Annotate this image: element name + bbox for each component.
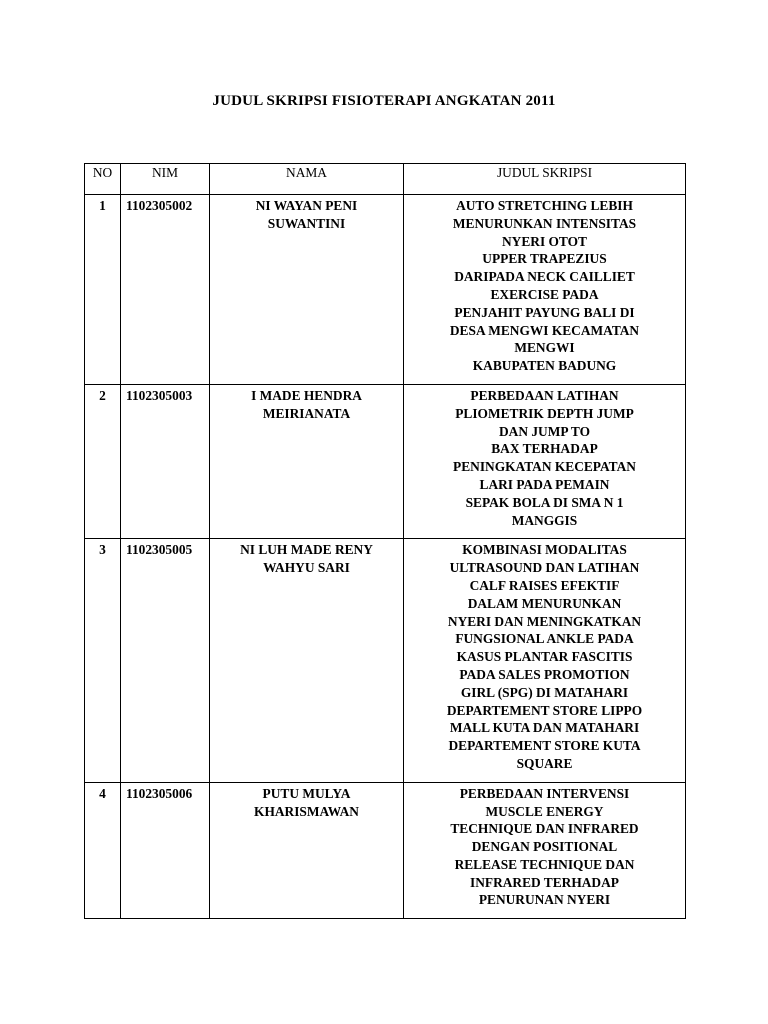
cell-nim: 1102305005 [121, 539, 210, 782]
header-no: NO [85, 164, 121, 195]
cell-no: 4 [85, 782, 121, 919]
cell-no: 1 [85, 195, 121, 385]
cell-nama: NI WAYAN PENI SUWANTINI [210, 195, 404, 385]
cell-nim: 1102305002 [121, 195, 210, 385]
table-row [85, 782, 686, 919]
cell-nama: NI LUH MADE RENY WAHYU SARI [210, 539, 404, 782]
table-row [85, 384, 686, 538]
header-judul: JUDUL SKRIPSI [404, 164, 686, 195]
cell-nama: PUTU MULYA KHARISMAWAN [210, 782, 404, 919]
thesis-table [84, 163, 686, 919]
cell-judul: AUTO STRETCHING LEBIH MENURUNKAN INTENSITAS NYERI OTOT UPPER TRAPEZIUS DARIPADA NECK CAILLIET EXERCISE PADA PENJAHIT PAYUNG BALI DI DESA MENGWI KECAMATAN MENGWI KABUPATEN BADUNG [404, 195, 686, 385]
table-row [85, 539, 686, 782]
cell-no: 3 [85, 539, 121, 782]
cell-judul: KOMBINASI MODALITAS ULTRASOUND DAN LATIHAN CALF RAISES EFEKTIF DALAM MENURUNKAN NYERI DAN MENINGKATKAN FUNGSIONAL ANKLE PADA KASUS PLANTAR FASCITIS PADA SALES PROMOTION GIRL (SPG) DI MATAHARI DEPARTEMENT STORE LIPPO MALL KUTA DAN MATAHARI DEPARTEMENT STORE KUTA SQUARE [404, 539, 686, 782]
header-nama: NAMA [210, 164, 404, 195]
cell-judul: PERBEDAAN INTERVENSI MUSCLE ENERGY TECHNIQUE DAN INFRARED DENGAN POSITIONAL RELEASE TECHNIQUE DAN INFRARED TERHADAP PENURUNAN NYERI [404, 782, 686, 919]
cell-nim: 1102305003 [121, 384, 210, 538]
cell-no: 2 [85, 384, 121, 538]
cell-nim: 1102305006 [121, 782, 210, 919]
table-header-row [85, 164, 686, 195]
header-nim: NIM [121, 164, 210, 195]
cell-judul: PERBEDAAN LATIHAN PLIOMETRIK DEPTH JUMP DAN JUMP TO BAX TERHADAP PENINGKATAN KECEPATAN LARI PADA PEMAIN SEPAK BOLA DI SMA N 1 MANGGIS [404, 384, 686, 538]
cell-nama: I MADE HENDRA MEIRIANATA [210, 384, 404, 538]
page-title: JUDUL SKRIPSI FISIOTERAPI ANGKATAN 2011 [212, 93, 556, 109]
table-row [85, 195, 686, 385]
